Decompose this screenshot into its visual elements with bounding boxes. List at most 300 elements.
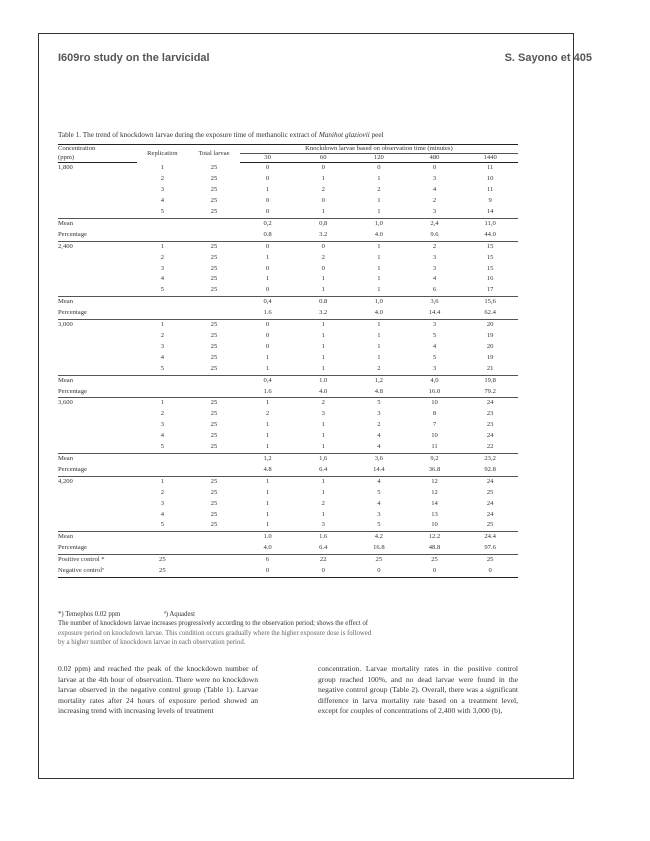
total-larvae-cell: 25	[210, 432, 218, 440]
header-time: 120	[351, 154, 407, 163]
percentage-label: Percentage	[58, 465, 87, 473]
mean-cell: 4,0	[407, 375, 463, 386]
percentage-cell: 3.2	[319, 309, 328, 317]
replication-cell: 3	[160, 264, 164, 272]
total-larvae-cell: 25	[210, 510, 218, 518]
control-row	[58, 566, 518, 577]
replication-cell: 3	[160, 342, 164, 350]
table-body	[58, 163, 518, 578]
mean-cell: 1,6	[295, 453, 351, 464]
knockdown-cell: 0	[377, 164, 381, 172]
percentage-cell: 92.8	[484, 465, 496, 473]
knockdown-cell: 22	[486, 443, 494, 451]
knockdown-cell: 1	[265, 353, 270, 361]
percentage-row	[58, 465, 518, 476]
replication-cell: 2	[160, 175, 164, 183]
knockdown-cell: 1	[351, 241, 407, 252]
knockdown-cell: 1	[265, 186, 270, 194]
knockdown-cell: 0	[265, 164, 270, 172]
mean-cell: 1.0	[295, 375, 351, 386]
knockdown-cell: 25	[407, 555, 463, 566]
empty-cell	[137, 297, 189, 308]
knockdown-cell: 1	[377, 353, 381, 361]
empty-cell	[137, 532, 189, 543]
total-larvae-cell: 25	[210, 521, 218, 529]
mean-cell: 11,0	[462, 218, 518, 229]
mean-cell: 0,4	[240, 375, 296, 386]
empty-cell	[58, 364, 137, 375]
body-text-right-column: concentration. Larvae mortality rates in the positive control group reached 100%, and no dead larvae were found in the negative control group (Table 2). Overall, there was a significant difference in larva mortality rate based on a treatment level, except for couples of concentrations of 2,400 with 3,000 (b),	[318, 664, 518, 716]
replication-cell: 2	[160, 488, 164, 496]
knockdown-cell: 8	[432, 410, 437, 418]
knockdown-table	[58, 144, 518, 578]
mean-cell: 24.4	[462, 532, 518, 543]
table-row	[58, 274, 518, 285]
knockdown-cell: 0	[295, 566, 351, 577]
percentage-cell: 4.0	[319, 387, 328, 395]
knockdown-cell: 2	[321, 186, 325, 194]
knockdown-cell: 1	[265, 499, 270, 507]
running-head-author: S. Sayono et 405	[504, 52, 592, 64]
knockdown-cell: 0	[265, 264, 270, 272]
total-larvae-cell: 25	[210, 364, 218, 372]
header-time: 60	[295, 154, 351, 163]
knockdown-cell: 3	[321, 410, 325, 418]
empty-cell	[58, 285, 137, 296]
mean-label: Mean	[58, 453, 137, 464]
replication-cell: 1	[160, 164, 164, 172]
caption-prefix: Table 1. The trend of knockdown larvae during the exposure time of methanolic extract of	[58, 131, 318, 139]
empty-cell	[188, 297, 240, 308]
percentage-label: Percentage	[58, 387, 87, 395]
mean-cell: 1,2	[351, 375, 407, 386]
knockdown-cell: 1	[265, 275, 270, 283]
total-larvae-cell: 25	[210, 499, 218, 507]
footnote-line: The number of knockdown larvae increases progressively according to the observation period; shows the effect of	[58, 620, 368, 628]
total-larvae-cell: 25	[210, 443, 218, 451]
empty-cell	[58, 196, 137, 207]
mean-cell: 0,8	[295, 218, 351, 229]
percentage-cell: 1.6	[263, 387, 272, 395]
total-larvae-cell: 25	[210, 264, 218, 272]
concentration-cell: 2,400	[58, 241, 137, 252]
empty-cell	[58, 409, 137, 420]
concentration-cell: 3,600	[58, 398, 137, 409]
knockdown-cell: 0	[321, 164, 325, 172]
empty-cell	[58, 420, 137, 431]
knockdown-cell: 25	[486, 488, 494, 496]
percentage-cell: 4.8	[374, 387, 383, 395]
knockdown-cell: 0	[265, 332, 270, 339]
percentage-cell: 4.0	[374, 230, 383, 238]
total-larvae-cell: 25	[210, 353, 218, 361]
percentage-cell: 14.4	[373, 465, 385, 473]
knockdown-cell: 3	[432, 175, 437, 183]
percentage-row	[58, 230, 518, 241]
percentage-cell: 4.0	[374, 309, 383, 317]
empty-cell	[137, 387, 189, 398]
knockdown-cell: 1	[321, 175, 325, 183]
knockdown-cell: 1	[321, 421, 325, 429]
mean-row	[58, 532, 518, 543]
total-larvae-cell: 25	[188, 476, 240, 487]
knockdown-cell: 20	[462, 320, 518, 331]
knockdown-cell: 0	[240, 241, 296, 252]
knockdown-cell: 5	[351, 398, 407, 409]
percentage-row	[58, 543, 518, 554]
mean-cell: 0.8	[295, 297, 351, 308]
empty-cell	[58, 185, 137, 196]
knockdown-cell: 24	[462, 398, 518, 409]
knockdown-cell: 11	[431, 443, 438, 451]
knockdown-cell: 0	[265, 175, 270, 183]
knockdown-cell: 1	[321, 364, 325, 372]
knockdown-cell: 20	[486, 342, 494, 350]
percentage-cell: 0.8	[263, 230, 272, 238]
knockdown-cell: 14	[431, 499, 438, 507]
mean-cell: 3,6	[407, 297, 463, 308]
mean-cell: 4.2	[351, 532, 407, 543]
header-concentration: Concentration	[58, 145, 137, 154]
knockdown-cell: 10	[407, 398, 463, 409]
total-larvae-cell: 25	[210, 164, 218, 172]
knockdown-cell: 1	[265, 253, 270, 261]
table-row	[58, 499, 518, 510]
knockdown-cell: 1	[321, 208, 325, 216]
replication-cell: 4	[160, 275, 164, 283]
empty-cell	[58, 274, 137, 285]
mean-label: Mean	[58, 375, 137, 386]
total-larvae-cell: 25	[188, 241, 240, 252]
table-row	[58, 431, 518, 442]
mean-cell: 12.2	[407, 532, 463, 543]
replication-cell: 1	[137, 320, 189, 331]
knockdown-cell: 1	[321, 332, 325, 339]
percentage-cell: 97.6	[484, 544, 496, 552]
footnote-negative: ª) Aquadest	[163, 611, 195, 618]
percentage-label: Percentage	[58, 230, 87, 238]
percentage-cell: 79.2	[484, 387, 496, 395]
knockdown-cell: 4	[432, 275, 437, 283]
empty-cell	[137, 543, 189, 554]
percentage-cell: 62.4	[484, 309, 496, 317]
knockdown-cell: 23	[486, 421, 494, 429]
knockdown-cell: 19	[486, 353, 494, 361]
empty-cell	[188, 375, 240, 386]
knockdown-cell: 5	[432, 353, 437, 361]
empty-cell	[58, 520, 137, 531]
knockdown-cell: 1	[265, 364, 270, 372]
total-larvae-cell: 25	[137, 555, 189, 566]
table-row	[58, 185, 518, 196]
mean-cell: 1,2	[240, 453, 296, 464]
percentage-row	[58, 387, 518, 398]
header-time: 30	[240, 154, 296, 163]
knockdown-cell: 4	[377, 443, 381, 451]
knockdown-cell: 5	[432, 332, 437, 339]
mean-row	[58, 297, 518, 308]
knockdown-cell: 1	[377, 208, 381, 216]
knockdown-cell: 1	[351, 320, 407, 331]
knockdown-cell: 1	[321, 275, 325, 283]
total-larvae-cell: 25	[210, 186, 218, 194]
footnote-line: by a higher number of knockdown larvae in each observation period.	[58, 639, 246, 647]
empty-cell	[58, 510, 137, 521]
table-row	[58, 510, 518, 521]
table-row	[58, 320, 518, 331]
empty-cell	[58, 253, 137, 264]
knockdown-cell: 1	[377, 342, 381, 350]
percentage-label: Percentage	[58, 309, 87, 317]
table-row	[58, 488, 518, 499]
knockdown-cell: 7	[432, 421, 437, 429]
knockdown-cell: 0	[265, 286, 270, 294]
knockdown-cell: 25	[351, 555, 407, 566]
table-row	[58, 174, 518, 185]
knockdown-cell: 1	[295, 320, 351, 331]
empty-cell	[58, 499, 137, 510]
total-larvae-cell: 25	[210, 410, 218, 418]
knockdown-cell: 2	[321, 499, 325, 507]
caption-species: Manihot glaziovii	[318, 131, 370, 139]
percentage-cell: 1.6	[263, 309, 272, 317]
table-row	[58, 264, 518, 275]
knockdown-cell: 2	[377, 421, 381, 429]
concentration-cell: 1,800	[58, 164, 73, 172]
knockdown-cell: 12	[407, 476, 463, 487]
table-row	[58, 398, 518, 409]
mean-label: Mean	[58, 532, 137, 543]
replication-cell: 4	[160, 353, 164, 361]
total-larvae-cell: 25	[188, 320, 240, 331]
empty-cell	[58, 353, 137, 364]
knockdown-cell: 1	[321, 286, 325, 294]
empty-cell	[188, 387, 240, 398]
running-head-title: I609ro study on the larvicidal	[58, 52, 210, 64]
percentage-cell: 4.8	[263, 465, 272, 473]
replication-cell: 3	[160, 421, 164, 429]
knockdown-cell: 4	[432, 186, 437, 194]
caption-suffix: peel	[371, 131, 384, 139]
empty-cell	[58, 264, 137, 275]
knockdown-cell: 1	[265, 521, 270, 529]
knockdown-cell: 2	[295, 398, 351, 409]
percentage-cell: 3.2	[319, 230, 328, 238]
knockdown-cell: 0	[321, 197, 325, 205]
empty-cell	[188, 465, 240, 476]
empty-cell	[188, 566, 240, 577]
knockdown-cell: 3	[432, 208, 437, 216]
table-row	[58, 253, 518, 264]
table-row	[58, 207, 518, 218]
replication-cell: 3	[160, 499, 164, 507]
table-row	[58, 364, 518, 375]
replication-cell: 1	[137, 398, 189, 409]
header-time: 1440	[462, 154, 518, 163]
knockdown-cell: 24	[486, 510, 494, 518]
replication-cell: 5	[160, 286, 164, 294]
concentration-cell: 3,000	[58, 320, 137, 331]
percentage-cell: 6.4	[319, 465, 328, 473]
replication-cell: 1	[137, 476, 189, 487]
total-larvae-cell: 25	[210, 175, 218, 183]
knockdown-cell: 2	[432, 197, 437, 205]
knockdown-cell: 2	[407, 241, 463, 252]
control-label: Negative controlª	[58, 566, 137, 577]
header-total-larvae: Total larvae	[188, 145, 240, 163]
knockdown-cell: 3	[432, 253, 437, 261]
knockdown-cell: 25	[486, 521, 494, 529]
replication-cell: 5	[160, 208, 164, 216]
knockdown-cell: 3	[377, 410, 381, 418]
knockdown-cell: 1	[377, 275, 381, 283]
knockdown-cell: 10	[431, 432, 438, 440]
knockdown-cell: 0	[321, 264, 325, 272]
knockdown-cell: 2	[377, 186, 381, 194]
knockdown-cell: 6	[240, 555, 296, 566]
replication-cell: 2	[160, 410, 164, 418]
knockdown-cell: 1	[321, 510, 325, 518]
table-row	[58, 241, 518, 252]
total-larvae-cell: 25	[210, 286, 218, 294]
table-row	[58, 163, 518, 174]
empty-cell	[188, 453, 240, 464]
knockdown-cell: 10	[486, 175, 494, 183]
footnote-line: exposure period on knockdown larvae. This condition occurs gradually where the higher exposure dose is followed	[58, 629, 372, 637]
mean-cell: 1.0	[240, 532, 296, 543]
replication-cell: 5	[160, 521, 164, 529]
knockdown-cell: 2	[265, 410, 270, 418]
knockdown-cell: 0	[432, 164, 437, 172]
table-row	[58, 520, 518, 531]
total-larvae-cell: 25	[210, 197, 218, 205]
replication-cell: 3	[160, 186, 164, 194]
knockdown-cell: 25	[462, 555, 518, 566]
footnote-positive: *) Temephos 0.02 ppm	[58, 611, 121, 618]
percentage-cell: 14.4	[428, 309, 441, 317]
knockdown-cell: 1	[295, 476, 351, 487]
knockdown-cell: 9	[488, 197, 492, 205]
empty-cell	[137, 453, 189, 464]
knockdown-cell: 1	[377, 332, 381, 339]
knockdown-cell: 1	[265, 510, 270, 518]
knockdown-cell: 1	[240, 398, 296, 409]
knockdown-cell: 3	[432, 364, 437, 372]
knockdown-cell: 0	[265, 197, 270, 205]
percentage-cell: 36.8	[428, 465, 441, 473]
knockdown-cell: 2	[321, 253, 325, 261]
knockdown-cell: 21	[486, 364, 494, 372]
knockdown-cell: 1	[321, 353, 325, 361]
empty-cell	[137, 308, 189, 319]
mean-label: Mean	[58, 297, 137, 308]
knockdown-cell: 0	[265, 342, 270, 350]
table-caption	[58, 131, 518, 139]
empty-cell	[58, 331, 137, 342]
knockdown-cell: 24	[486, 432, 494, 440]
percentage-cell: 9.6	[430, 230, 439, 238]
total-larvae-cell: 25	[210, 421, 218, 429]
concentration-cell: 4,200	[58, 476, 137, 487]
replication-cell: 1	[137, 241, 189, 252]
knockdown-cell: 11	[486, 164, 494, 172]
header-unit: (ppm)	[58, 154, 137, 163]
mean-row	[58, 453, 518, 464]
table-row	[58, 442, 518, 453]
knockdown-cell: 17	[486, 286, 494, 294]
percentage-cell: 48.8	[428, 544, 441, 552]
knockdown-cell: 2	[377, 364, 381, 372]
replication-cell: 4	[160, 510, 164, 518]
knockdown-cell: 0	[265, 208, 270, 216]
knockdown-cell: 1	[377, 286, 381, 294]
header-time: 480	[407, 154, 463, 163]
knockdown-cell: 1	[377, 264, 381, 272]
knockdown-cell: 6	[432, 286, 437, 294]
table-row	[58, 420, 518, 431]
table-row	[58, 196, 518, 207]
table-row	[58, 409, 518, 420]
knockdown-cell: 15	[486, 264, 494, 272]
empty-cell	[58, 431, 137, 442]
knockdown-cell: 1	[377, 175, 381, 183]
knockdown-cell: 0	[240, 566, 296, 577]
knockdown-cell: 3	[377, 510, 381, 518]
knockdown-cell: 1	[321, 443, 325, 451]
empty-cell	[188, 308, 240, 319]
knockdown-cell: 0	[462, 566, 518, 577]
replication-cell: 5	[160, 443, 164, 451]
empty-cell	[58, 174, 137, 185]
empty-cell	[188, 555, 240, 566]
mean-cell: 0,2	[240, 218, 296, 229]
mean-cell: 1.6	[295, 532, 351, 543]
knockdown-cell: 1	[265, 432, 270, 440]
knockdown-cell: 1	[377, 253, 381, 261]
mean-cell: 1,0	[351, 297, 407, 308]
knockdown-cell: 22	[295, 555, 351, 566]
total-larvae-cell: 25	[210, 208, 218, 216]
mean-cell: 15,6	[462, 297, 518, 308]
mean-cell: 19,8	[462, 375, 518, 386]
knockdown-cell: 1	[265, 421, 270, 429]
knockdown-cell: 3	[407, 320, 463, 331]
knockdown-cell: 0	[407, 566, 463, 577]
knockdown-cell: 1	[265, 443, 270, 451]
header-replication: Replication	[137, 145, 189, 163]
empty-cell	[137, 230, 189, 241]
knockdown-cell: 4	[377, 432, 381, 440]
replication-cell: 5	[160, 364, 164, 372]
total-larvae-cell: 25	[210, 275, 218, 283]
table-footnote	[58, 610, 518, 648]
knockdown-cell: 5	[377, 488, 381, 496]
replication-cell: 4	[160, 197, 164, 205]
table-row	[58, 476, 518, 487]
total-larvae-cell: 25	[210, 253, 218, 261]
percentage-cell: 16.8	[373, 544, 385, 552]
total-larvae-cell: 25	[188, 398, 240, 409]
percentage-cell: 16.0	[428, 387, 441, 395]
replication-cell: 2	[160, 332, 164, 339]
empty-cell	[58, 207, 137, 218]
knockdown-cell: 15	[462, 241, 518, 252]
total-larvae-cell: 25	[210, 488, 218, 496]
data-table-wrapper	[58, 144, 518, 578]
knockdown-cell: 4	[377, 499, 381, 507]
knockdown-cell: 3	[432, 264, 437, 272]
knockdown-cell: 15	[486, 253, 494, 261]
